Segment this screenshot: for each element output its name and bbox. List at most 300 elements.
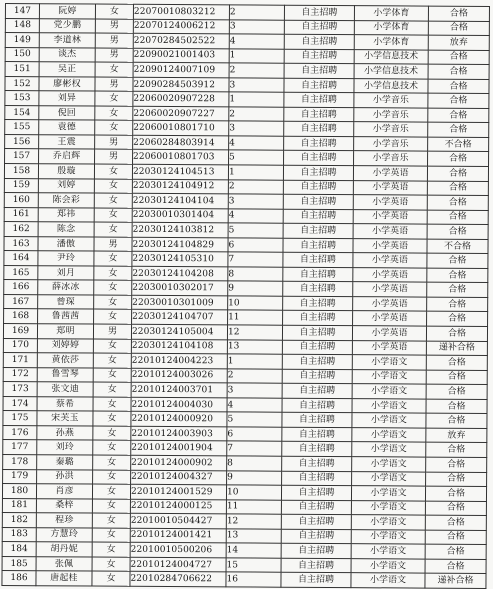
candidate-name-cell: 吴正	[39, 62, 95, 77]
rank-cell: 7	[227, 441, 282, 456]
rank-cell: 6	[228, 238, 283, 253]
recruitment-type-cell: 自主招聘	[284, 78, 354, 93]
row-number-cell: 184	[2, 542, 36, 557]
gender-cell: 女	[95, 4, 133, 19]
result-cell: 合格	[427, 166, 488, 181]
ticket-number-cell: 22010124001421	[130, 528, 226, 543]
candidate-name-cell: 薛冰冰	[38, 280, 94, 295]
row-number-cell: 147	[5, 4, 39, 19]
recruitment-type-cell: 自主招聘	[281, 485, 351, 500]
row-number-cell: 186	[2, 571, 36, 586]
gender-cell: 女	[95, 120, 133, 135]
recruitment-type-cell: 自主招聘	[282, 456, 352, 471]
candidate-name-cell: 廖彬权	[39, 76, 95, 91]
candidate-name-cell: 张文迪	[37, 382, 93, 397]
position-cell: 小学音乐	[354, 137, 428, 152]
ticket-number-cell: 22010124003026	[131, 368, 227, 383]
row-number-cell: 157	[5, 149, 39, 164]
position-cell: 小学英语	[353, 238, 427, 253]
gender-cell: 男	[95, 33, 133, 48]
recruitment-type-cell: 自主招聘	[283, 296, 353, 311]
recruitment-type-cell: 自主招聘	[284, 49, 354, 64]
rank-cell: 4	[229, 34, 284, 49]
row-number-cell: 168	[4, 309, 38, 324]
ticket-number-cell: 22030124105004	[131, 324, 227, 339]
row-number-cell: 180	[2, 484, 36, 499]
ticket-number-cell: 22060020907227	[133, 106, 229, 121]
ticket-number-cell: 22070010803212	[133, 4, 229, 19]
gender-cell: 女	[93, 470, 131, 485]
rank-cell: 2	[228, 179, 283, 194]
recruitment-type-cell: 自主招聘	[283, 282, 353, 297]
position-cell: 小学语文	[352, 442, 426, 457]
table-body	[2, 4, 490, 589]
rank-cell: 12	[226, 514, 281, 529]
position-cell: 小学英语	[352, 340, 426, 355]
rank-cell: 4	[227, 398, 282, 413]
row-number-cell: 160	[4, 193, 38, 208]
position-cell: 小学音乐	[354, 122, 428, 137]
result-cell: 合格	[425, 515, 486, 530]
result-cell: 合格	[426, 442, 487, 457]
ticket-number-cell: 22010124000902	[131, 455, 227, 470]
ticket-number-cell: 22010124004327	[131, 470, 227, 485]
rank-cell: 11	[226, 499, 281, 514]
ticket-number-cell: 22090021001403	[133, 48, 229, 63]
position-cell: 小学信息技术	[354, 64, 428, 79]
rank-cell: 6	[227, 427, 282, 442]
row-number-cell: 178	[3, 454, 37, 469]
candidate-name-cell: 曾琛	[38, 295, 94, 310]
result-cell: 合格	[428, 122, 489, 137]
recruitment-type-cell: 自主招聘	[284, 20, 354, 35]
result-cell: 不合格	[427, 239, 488, 254]
row-number-cell: 164	[4, 251, 38, 266]
ticket-number-cell: 22070284502522	[133, 33, 229, 48]
candidate-name-cell: 孙燕	[37, 426, 93, 441]
rank-cell: 2	[229, 5, 284, 20]
recruitment-type-cell: 自主招聘	[282, 369, 352, 384]
position-cell: 小学语文	[351, 515, 425, 530]
rank-cell: 10	[226, 485, 281, 500]
row-number-cell: 175	[3, 411, 37, 426]
row-number-cell: 179	[3, 469, 37, 484]
ticket-number-cell: 22010124003903	[131, 426, 227, 441]
recruitment-type-cell: 自主招聘	[284, 63, 354, 78]
recruitment-type-cell: 自主招聘	[282, 340, 352, 355]
position-cell: 小学英语	[353, 253, 427, 268]
position-cell: 小学语文	[352, 457, 426, 472]
ticket-number-cell: 22010124004223	[131, 353, 227, 368]
gender-cell: 女	[92, 499, 130, 514]
result-cell: 合格	[426, 472, 487, 487]
ticket-number-cell: 22060010801710	[133, 121, 229, 136]
recruitment-type-cell: 自主招聘	[283, 252, 353, 267]
position-cell: 小学英语	[353, 180, 427, 195]
rank-cell: 2	[229, 63, 284, 78]
position-cell: 小学语文	[352, 427, 426, 442]
position-cell: 小学英语	[353, 311, 427, 326]
position-cell: 小学信息技术	[354, 49, 428, 64]
rank-cell: 13	[226, 529, 281, 544]
gender-cell: 女	[94, 310, 132, 325]
candidate-name-cell: 蔡希	[37, 396, 93, 411]
ticket-number-cell: 22060020907228	[133, 92, 229, 107]
recruitment-type-cell: 自主招聘	[283, 311, 353, 326]
row-number-cell: 172	[3, 367, 37, 382]
row-number-cell: 171	[3, 353, 37, 368]
row-number-cell: 176	[3, 425, 37, 440]
result-cell: 合格	[425, 486, 486, 501]
result-cell: 不合格	[428, 137, 489, 152]
position-cell: 小学音乐	[354, 93, 428, 108]
ticket-number-cell: 22030124105310	[132, 252, 228, 267]
result-cell: 合格	[427, 312, 488, 327]
candidate-name-cell: 桑梓	[36, 498, 92, 513]
gender-cell: 男	[94, 237, 132, 252]
candidate-name-cell: 袁德	[39, 120, 95, 135]
recruitment-type-cell: 自主招聘	[281, 573, 351, 588]
recruitment-type-cell: 自主招聘	[283, 209, 353, 224]
row-number-cell: 154	[5, 105, 39, 120]
position-cell: 小学体育	[354, 6, 428, 21]
position-cell: 小学语文	[351, 544, 425, 559]
row-number-cell: 173	[3, 382, 37, 397]
candidate-name-cell: 王震	[39, 135, 95, 150]
position-cell: 小学语文	[352, 471, 426, 486]
ticket-number-cell: 22090124007109	[133, 62, 229, 77]
ticket-number-cell: 22030010302017	[132, 281, 228, 296]
gender-cell: 女	[93, 397, 131, 412]
row-number-cell: 158	[4, 164, 38, 179]
ticket-number-cell: 22010124003701	[131, 382, 227, 397]
rank-cell: 3	[227, 383, 282, 398]
result-cell: 合格	[426, 370, 487, 385]
result-cell: 合格	[426, 326, 487, 341]
recruitment-type-cell: 自主招聘	[281, 529, 351, 544]
candidate-name-cell: 乔启辉	[39, 149, 95, 164]
recruitment-type-cell: 自主招聘	[281, 500, 351, 515]
position-cell: 小学体育	[354, 35, 428, 50]
rank-cell: 13	[227, 339, 282, 354]
result-cell: 递补合格	[426, 341, 487, 356]
rank-cell: 5	[229, 150, 284, 165]
position-cell: 小学英语	[352, 326, 426, 341]
recruitment-type-cell: 自主招聘	[284, 5, 354, 20]
ticket-number-cell: 22030010301404	[132, 208, 228, 223]
result-cell: 合格	[427, 210, 488, 225]
position-cell: 小学语文	[352, 355, 426, 370]
candidate-name-cell: 宋芙玉	[37, 411, 93, 426]
ticket-number-cell: 22010284706622	[130, 572, 226, 587]
rank-cell: 2	[229, 107, 284, 122]
candidate-name-cell: 郑明	[37, 324, 93, 339]
row-number-cell: 152	[5, 76, 39, 91]
candidate-name-cell: 谈杰	[39, 47, 95, 62]
position-cell: 小学体育	[354, 20, 428, 35]
recruitment-type-cell: 自主招聘	[282, 413, 352, 428]
position-cell: 小学英语	[353, 195, 427, 210]
recruitment-type-cell: 自主招聘	[283, 165, 353, 180]
gender-cell: 女	[92, 571, 130, 586]
gender-cell: 男	[95, 77, 133, 92]
candidate-name-cell: 孙洪	[37, 469, 93, 484]
candidate-name-cell: 党少鹏	[39, 18, 95, 33]
result-cell: 递补合格	[425, 573, 486, 588]
row-number-cell: 155	[5, 120, 39, 135]
candidate-name-cell: 张佩	[36, 556, 92, 571]
ticket-number-cell: 22030124104104	[132, 193, 228, 208]
gender-cell: 女	[93, 440, 131, 455]
row-number-cell: 149	[5, 33, 39, 48]
rank-cell: 3	[229, 121, 284, 136]
rank-cell: 16	[226, 572, 281, 587]
result-cell: 合格	[427, 268, 488, 283]
result-cell: 合格	[425, 530, 486, 545]
rank-cell: 12	[227, 325, 282, 340]
candidate-name-cell: 郑祎	[38, 207, 94, 222]
position-cell: 小学语文	[351, 573, 425, 588]
ticket-number-cell: 22010124001904	[131, 441, 227, 456]
candidate-name-cell: 黄依莎	[37, 353, 93, 368]
result-cell: 合格	[426, 384, 487, 399]
row-number-cell: 156	[5, 134, 39, 149]
recruitment-type-cell: 自主招聘	[284, 92, 354, 107]
gender-cell: 女	[93, 411, 131, 426]
rank-cell: 9	[228, 281, 283, 296]
ticket-number-cell: 22090284503912	[133, 77, 229, 92]
position-cell: 小学英语	[353, 209, 427, 224]
recruitment-type-cell: 自主招聘	[283, 223, 353, 238]
candidate-name-cell: 刘婷婷	[37, 338, 93, 353]
ticket-number-cell: 22030124104208	[132, 266, 228, 281]
candidate-name-cell: 李道林	[39, 33, 95, 48]
row-number-cell: 169	[3, 324, 37, 339]
result-cell: 合格	[428, 6, 489, 21]
result-cell: 合格	[427, 297, 488, 312]
recruitment-type-cell: 自主招聘	[284, 34, 354, 49]
gender-cell: 男	[95, 135, 133, 150]
ticket-number-cell: 22010010500206	[130, 543, 226, 558]
gender-cell: 女	[93, 382, 131, 397]
gender-cell: 女	[95, 106, 133, 121]
ticket-number-cell: 22030124104108	[131, 339, 227, 354]
rank-cell: 2	[227, 369, 282, 384]
row-number-cell: 183	[2, 527, 36, 542]
rank-cell: 11	[228, 310, 283, 325]
candidate-name-cell: 刘玲	[37, 440, 93, 455]
row-number-cell: 181	[2, 498, 36, 513]
rank-cell: 3	[228, 194, 283, 209]
rank-cell: 9	[227, 470, 282, 485]
position-cell: 小学语文	[352, 384, 426, 399]
rank-cell: 4	[228, 209, 283, 224]
table-row	[2, 571, 486, 589]
row-number-cell: 153	[5, 91, 39, 106]
position-cell: 小学语文	[351, 486, 425, 501]
recruitment-type-cell: 自主招聘	[281, 543, 351, 558]
recruitment-type-cell: 自主招聘	[283, 194, 353, 209]
rank-cell: 1	[229, 49, 284, 64]
row-number-cell: 167	[4, 294, 38, 309]
gender-cell: 女	[94, 193, 132, 208]
recruitment-type-cell: 自主招聘	[282, 427, 352, 442]
gender-cell: 女	[92, 484, 130, 499]
rank-cell: 5	[228, 223, 283, 238]
candidate-name-cell: 肖彦	[36, 484, 92, 499]
row-number-cell: 148	[5, 18, 39, 33]
ticket-number-cell: 22010010504427	[130, 513, 226, 528]
result-cell: 合格	[425, 544, 486, 559]
row-number-cell: 162	[4, 222, 38, 237]
gender-cell: 女	[94, 222, 132, 237]
ticket-number-cell: 22070124006212	[133, 19, 229, 34]
row-number-cell: 170	[3, 338, 37, 353]
result-cell: 合格	[426, 413, 487, 428]
row-number-cell: 166	[4, 280, 38, 295]
gender-cell: 女	[95, 62, 133, 77]
ticket-number-cell: 22060284803914	[133, 135, 229, 150]
position-cell: 小学语文	[351, 500, 425, 515]
gender-cell: 女	[93, 426, 131, 441]
row-number-cell: 151	[5, 62, 39, 77]
candidate-name-cell: 倪回	[39, 106, 95, 121]
result-cell: 合格	[428, 21, 489, 36]
row-number-cell: 150	[5, 47, 39, 62]
candidate-name-cell: 尹玲	[38, 251, 94, 266]
result-cell: 合格	[426, 355, 487, 370]
rank-cell: 4	[229, 136, 284, 151]
gender-cell: 男	[95, 48, 133, 63]
result-cell: 合格	[428, 93, 489, 108]
gender-cell: 女	[93, 339, 131, 354]
candidate-name-cell: 阮婷	[39, 4, 95, 19]
result-cell: 放弃	[426, 428, 487, 443]
ticket-number-cell: 22060010801703	[133, 150, 229, 165]
rank-cell: 8	[227, 456, 282, 471]
row-number-cell: 182	[2, 513, 36, 528]
result-cell: 合格	[425, 559, 486, 574]
row-number-cell: 185	[2, 556, 36, 571]
recruitment-type-cell: 自主招聘	[281, 558, 351, 573]
ticket-number-cell: 22010124004727	[130, 557, 226, 572]
gender-cell: 女	[94, 295, 132, 310]
ticket-number-cell: 22010124000125	[130, 499, 226, 514]
result-cell: 合格	[425, 501, 486, 516]
gender-cell: 女	[92, 528, 130, 543]
position-cell: 小学英语	[353, 297, 427, 312]
row-number-cell: 165	[4, 265, 38, 280]
rank-cell: 7	[228, 252, 283, 267]
recruitment-type-cell: 自主招聘	[282, 325, 352, 340]
result-cell: 合格	[428, 64, 489, 79]
candidate-name-cell: 方慧玲	[36, 527, 92, 542]
candidate-name-cell: 刘月	[38, 266, 94, 281]
ticket-number-cell: 22030010301009	[132, 295, 228, 310]
candidate-name-cell: 陈念	[38, 222, 94, 237]
position-cell: 小学信息技术	[354, 78, 428, 93]
candidate-name-cell: 程珍	[36, 513, 92, 528]
result-cell: 合格	[426, 399, 487, 414]
recruitment-type-cell: 自主招聘	[282, 398, 352, 413]
recruitment-type-cell: 自主招聘	[283, 238, 353, 253]
rank-cell: 3	[229, 19, 284, 34]
recruitment-type-cell: 自主招聘	[282, 471, 352, 486]
recruitment-type-cell: 自主招聘	[284, 107, 354, 122]
rank-cell: 3	[229, 78, 284, 93]
ticket-number-cell: 22030124104707	[132, 310, 228, 325]
recruitment-type-cell: 自主招聘	[284, 136, 354, 151]
ticket-number-cell: 22030124104912	[132, 179, 228, 194]
candidate-name-cell: 唐起桂	[36, 571, 92, 586]
result-cell: 合格	[427, 224, 488, 239]
row-number-cell: 161	[4, 207, 38, 222]
result-cell: 放弃	[428, 35, 489, 50]
position-cell: 小学语文	[351, 558, 425, 573]
rank-cell: 8	[228, 267, 283, 282]
recruitment-type-cell: 自主招聘	[283, 267, 353, 282]
recruitment-type-cell: 自主招聘	[283, 180, 353, 195]
gender-cell: 女	[92, 557, 130, 572]
row-number-cell: 174	[3, 396, 37, 411]
recruitment-type-cell: 自主招聘	[282, 383, 352, 398]
candidate-name-cell: 潘傲	[38, 236, 94, 251]
recruitment-type-cell: 自主招聘	[282, 354, 352, 369]
candidate-table	[1, 3, 490, 589]
position-cell: 小学英语	[353, 267, 427, 282]
rank-cell: 1	[228, 165, 283, 180]
gender-cell: 女	[95, 91, 133, 106]
gender-cell: 女	[94, 179, 132, 194]
position-cell: 小学英语	[353, 282, 427, 297]
ticket-number-cell: 22010124001529	[130, 484, 226, 499]
position-cell: 小学英语	[353, 166, 427, 181]
gender-cell: 女	[93, 353, 131, 368]
gender-cell: 女	[94, 164, 132, 179]
gender-cell: 女	[93, 368, 131, 383]
gender-cell: 男	[95, 19, 133, 34]
ticket-number-cell: 22030124103812	[132, 222, 228, 237]
position-cell: 小学语文	[352, 398, 426, 413]
gender-cell: 女	[94, 208, 132, 223]
position-cell: 小学语文	[352, 413, 426, 428]
position-cell: 小学音乐	[354, 151, 428, 166]
result-cell: 合格	[428, 108, 489, 123]
gender-cell: 男	[95, 150, 133, 165]
candidate-name-cell: 胡丹妮	[36, 542, 92, 557]
candidate-name-cell: 陈会彩	[38, 193, 94, 208]
row-number-cell: 163	[4, 236, 38, 251]
candidate-name-cell: 刘异	[39, 91, 95, 106]
position-cell: 小学语文	[352, 369, 426, 384]
candidate-name-cell: 殷璇	[38, 164, 94, 179]
gender-cell: 女	[94, 280, 132, 295]
result-cell: 合格	[426, 457, 487, 472]
gender-cell: 女	[94, 266, 132, 281]
position-cell: 小学音乐	[354, 107, 428, 122]
candidate-name-cell: 秦璐	[37, 455, 93, 470]
gender-cell: 女	[93, 455, 131, 470]
row-number-cell: 177	[3, 440, 37, 455]
ticket-number-cell: 22030124104829	[132, 237, 228, 252]
ticket-number-cell: 22010124000920	[131, 412, 227, 427]
rank-cell: 15	[226, 558, 281, 573]
rank-cell: 1	[227, 354, 282, 369]
gender-cell: 男	[93, 324, 131, 339]
recruitment-type-cell: 自主招聘	[282, 442, 352, 457]
ticket-number-cell: 22010124004030	[131, 397, 227, 412]
rank-cell: 14	[226, 543, 281, 558]
